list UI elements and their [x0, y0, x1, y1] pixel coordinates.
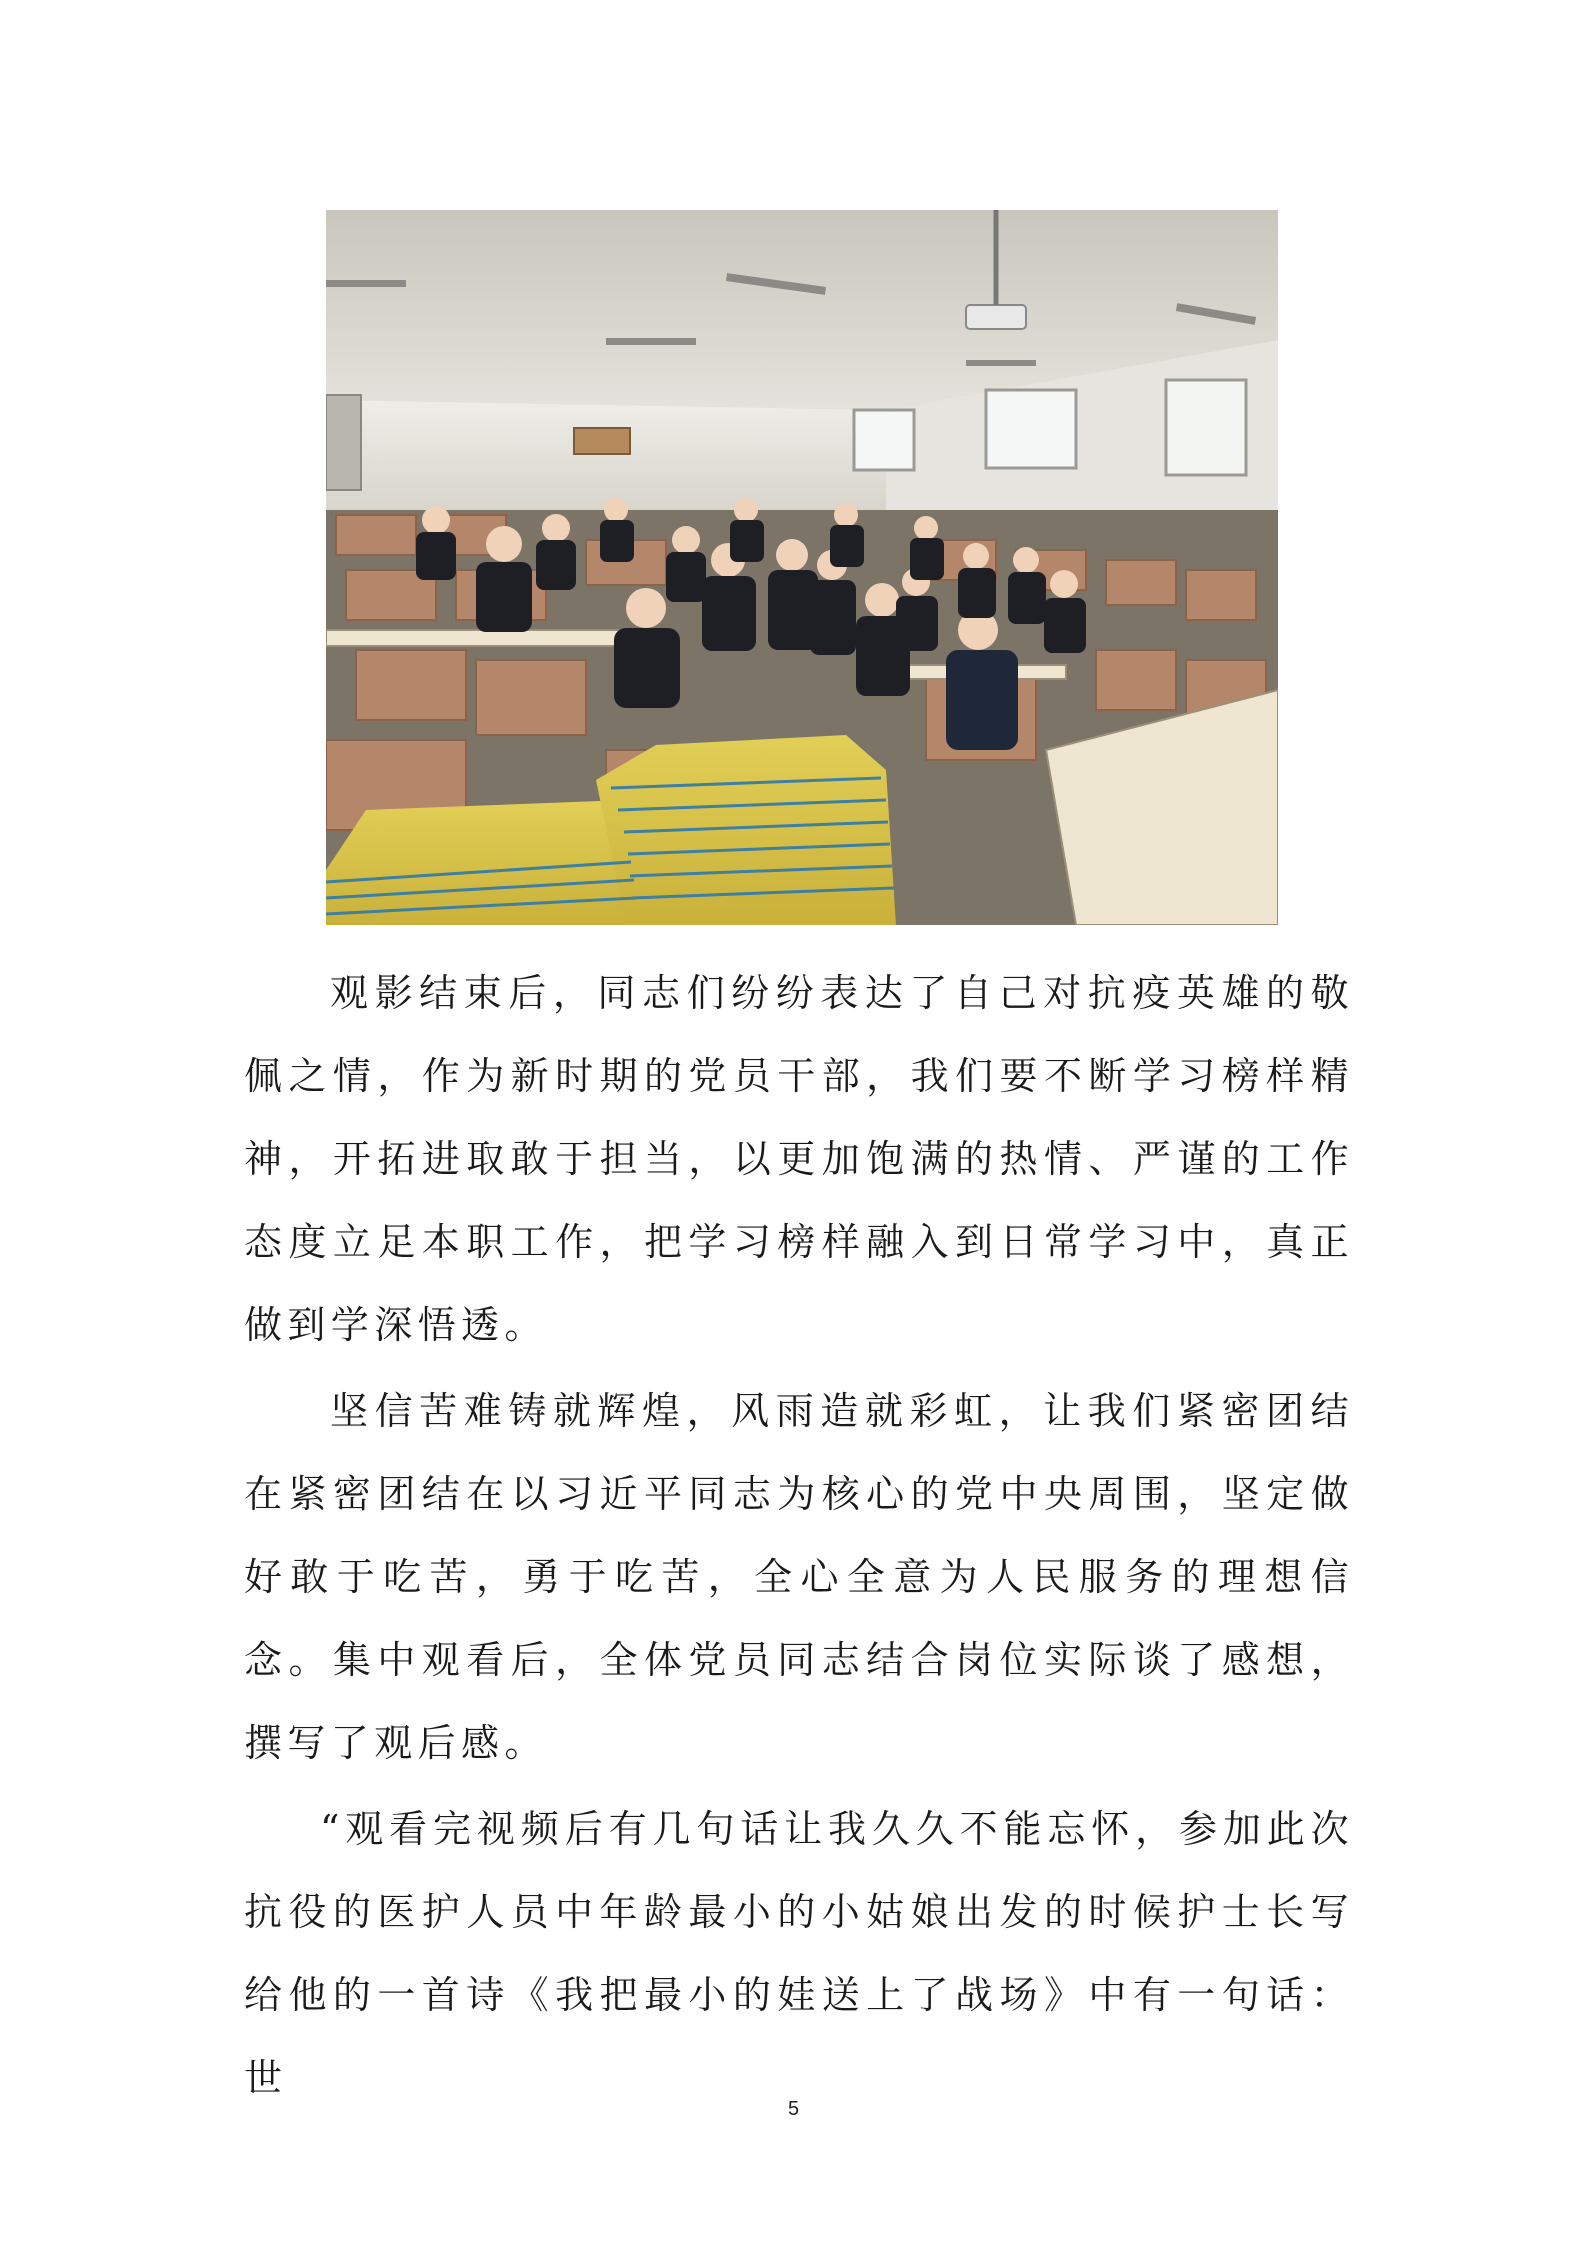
- paragraph-2: 坚信苦难铸就辉煌，风雨造就彩虹，让我们紧密团结在紧密团结在以习近平同志为核心的党中央周围，坚定做好敢于吃苦，勇于吃苦，全心全意为人民服务的理想信念。集中观看后，全体党员同志结合岗位实际谈了感想，撰写了观后感。: [244, 1389, 1354, 1765]
- page-number: 5: [787, 2098, 800, 2120]
- paragraph-1: 观影结束后，同志们纷纷表达了自己对抗疫英雄的敬佩之情，作为新时期的党员干部，我们要不断学习榜样精神，开拓进取敢于担当，以更加饱满的热情、严谨的工作态度立足本职工作，把学习榜样融入到日常学习中，真正做到学深悟透。: [244, 971, 1354, 1347]
- paragraph-2-container: [244, 1370, 1354, 1785]
- paragraph-1-container: [244, 952, 1354, 1367]
- paragraph-3: “观看完视频后有几句话让我久久不能忘怀，参加此次抗役的医护人员中年龄最小的小姑娘出发的时候护士长写给他的一首诗《我把最小的娃送上了战场》中有一句话：世: [244, 1807, 1354, 2100]
- lecture-hall-photo: [326, 210, 1278, 925]
- paragraph-3-container: [244, 1788, 1354, 2120]
- lecture-hall-photo-icon: [326, 210, 1278, 925]
